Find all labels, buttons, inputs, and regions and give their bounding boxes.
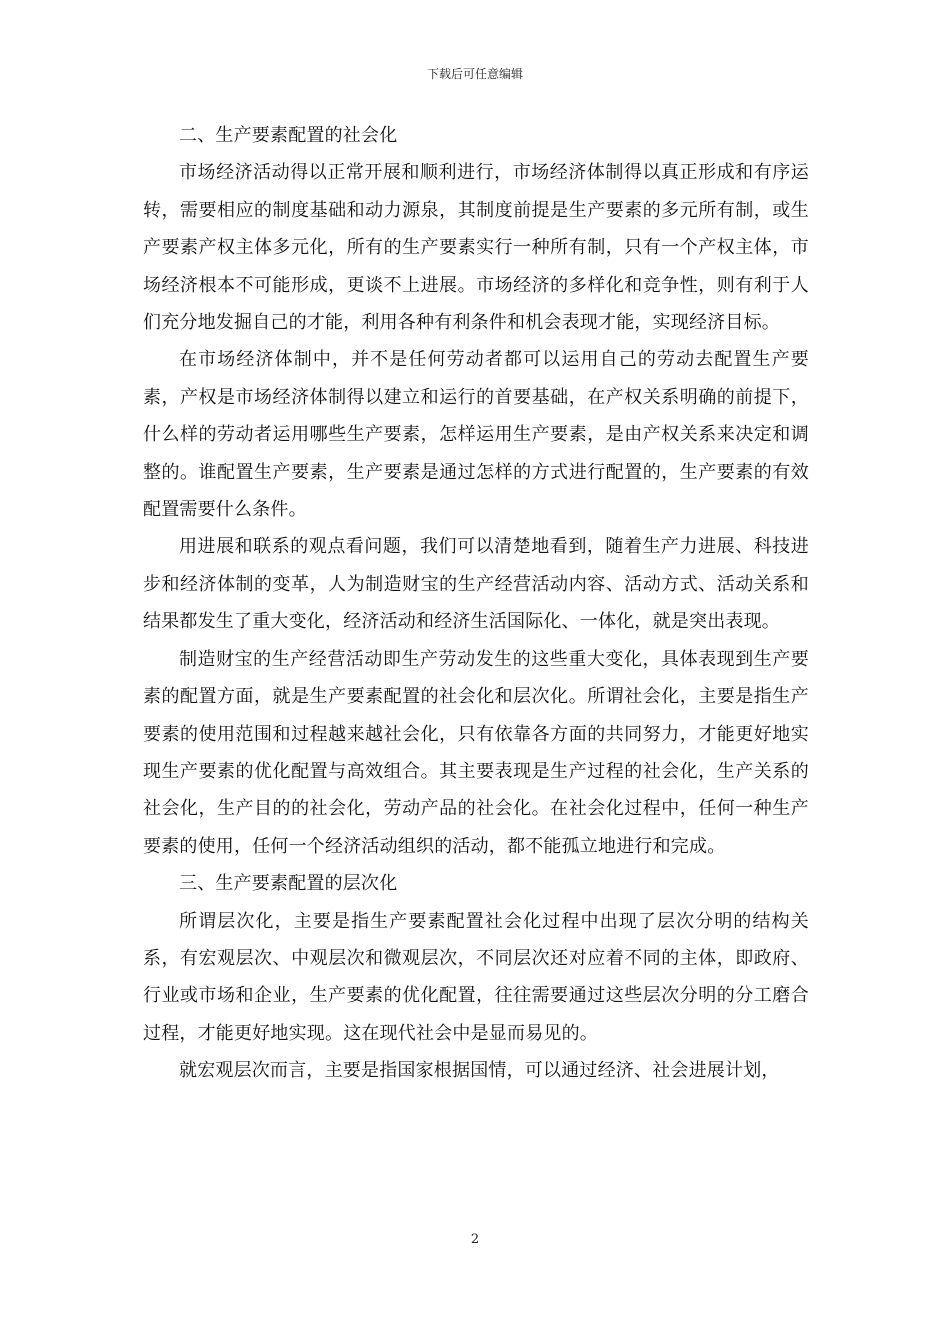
paragraph: 用进展和联系的观点看问题，我们可以清楚地看到，随着生产力进展、科技进步和经济体制的变革，人为制造财宝的生产经营活动内容、活动方式、活动关系和结果都发生了重大变化，经济活动和经济生活国际化、一体化，就是突出表现。 bbox=[143, 536, 809, 633]
paragraph: 制造财宝的生产经营活动即生产劳动发生的这些重大变化，具体表现到生产要素的配置方面，就是生产要素配置的社会化和层次化。所谓社会化，主要是指生产要素的使用范围和过程越来越社会化，只有依靠各方面的共同努力，才能更好地实现生产要素的优化配置与高效组合。其主要表现是生产过程的社会化，生产关系的社会化，生产目的的社会化，劳动产品的社会化。在社会化过程中，任何一种生产要素的使用，任何一个经济活动组织的活动，都不能孤立地进行和完成。 bbox=[143, 648, 809, 857]
document-body bbox=[143, 117, 809, 1090]
paragraph: 就宏观层次而言，主要是指国家根据国情，可以通过经济、社会进展计划， bbox=[179, 1060, 780, 1082]
section-heading: 二、生产要素配置的社会化 bbox=[179, 125, 398, 146]
paragraph: 所谓层次化，主要是指生产要素配置社会化过程中出现了层次分明的结构关系，有宏观层次、中观层次和微观层次，不同层次还对应着不同的主体，即政府、行业或市场和企业，生产要素的优化配置，往往需要通过这些层次分明的分工磨合过程，才能更好地实现。这在现代社会中是显而易见的。 bbox=[143, 910, 809, 1044]
paragraph: 在市场经济体制中，并不是任何劳动者都可以运用自己的劳动去配置生产要素，产权是市场经济体制得以建立和运行的首要基础，在产权关系明确的前提下，什么样的劳动者运用哪些生产要素，怎样运用生产要素，是由产权关系来决定和调整的。谁配置生产要素，生产要素是通过怎样的方式进行配置的，生产要素的有效配置需要什么条件。 bbox=[143, 349, 809, 521]
paragraph: 市场经济活动得以正常开展和顺利进行，市场经济体制得以真正形成和有序运转，需要相应的制度基础和动力源泉，其制度前提是生产要素的多元所有制，或生产要素产权主体多元化，所有的生产要素实行一种所有制，只有一个产权主体，市场经济根本不可能形成，更谈不上进展。市场经济的多样化和竞争性，则有利于人们充分地发掘自己的才能，利用各种有利条件和机会表现才能，实现经济目标。 bbox=[143, 162, 809, 334]
section-heading: 三、生产要素配置的层次化 bbox=[179, 873, 398, 895]
page-number: 2 bbox=[470, 1232, 480, 1247]
page-header: 下载后可任意编辑 bbox=[426, 67, 523, 81]
